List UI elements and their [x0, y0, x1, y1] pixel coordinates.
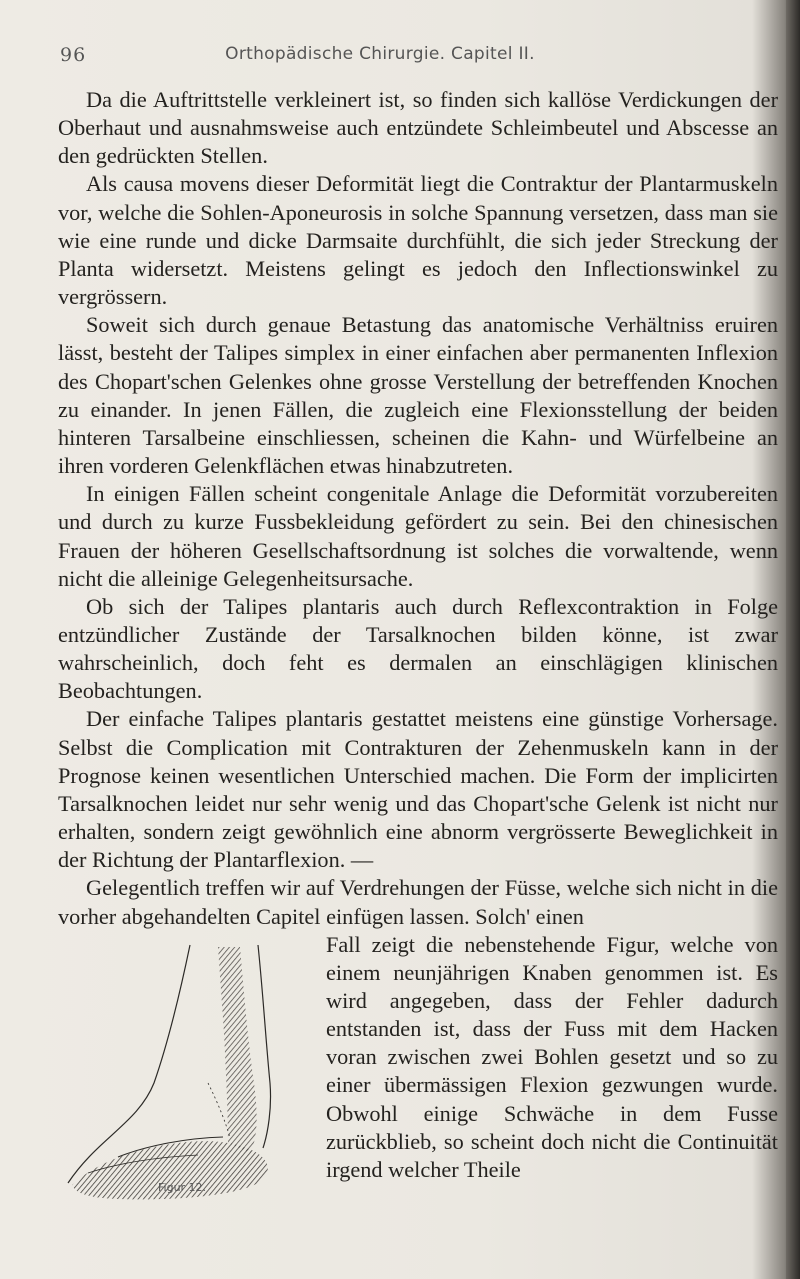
- paragraph-1: Da die Auftrittstelle verkleinert ist, so finden sich kallöse Verdickungen der Oberhaut und ausnahmsweise auch entzündete Schleimbeutel und Abscesse an den gedrückten Stellen.: [58, 87, 778, 169]
- paragraph-2: Als causa movens dieser Deformität liegt die Contraktur der Plantarmuskeln vor, welche die Sohlen-Aponeurosis in solche Spannung versetzen, dass man sie wie eine runde und dicke Darmsaite durchfühlt, die sich jeder Streckung der Planta widersetzt. Meistens gelingt es jedoch den Inflectionswinkel zu vergrössern.: [58, 171, 778, 310]
- foot-deformity-illustration-icon: [58, 933, 318, 1218]
- page-number: 96: [60, 44, 87, 66]
- figure-12: [58, 933, 318, 1218]
- page-edge-shadow: [786, 0, 800, 1279]
- running-head: Orthopädische Chirurgie. Capitel II.: [225, 44, 535, 64]
- figure-caption: Figur 12.: [158, 1180, 207, 1194]
- paragraph-4: In einigen Fällen scheint congenitale Anlage die Deformität vorzubereiten und durch zu kurze Fussbekleidung gefördert zu sein. Bei den chinesischen Frauen der höheren Gesellschaftsordnung ist solches die vorwaltende, wenn nicht die alleinige Gelegenheitsursache.: [58, 481, 778, 591]
- paragraph-6: Der einfache Talipes plantaris gestattet meistens eine günstige Vorhersage. Selbst die Complication mit Contrakturen der Zehenmuskeln kann in der Prognose keinen wesentlichen Unterschied machen. Die Form der implicirten Tarsalknochen leidet nur sehr wenig und das Chopart'sche Gelenk ist nicht nur erhalten, sondern zeigt gewöhnlich eine abnorm vergrösserte Beweglichkeit in der Richtung der Plantarflexion. —: [58, 706, 778, 873]
- paragraph-7: Gelegentlich treffen wir auf Verdrehungen der Füsse, welche sich nicht in die vorher abgehandelten Capitel einfügen lassen. Solch' einen: [58, 875, 778, 929]
- paragraph-5: Ob sich der Talipes plantaris auch durch Reflexcontraktion in Folge entzündlicher Zustände der Tarsalknochen bilden könne, ist zwar wahrscheinlich, doch feht es dermalen an einschlägigen klinischen Beobachtungen.: [58, 593, 778, 704]
- body-text: [58, 86, 778, 1218]
- paragraph-8-wrapped: Fall zeigt die nebenstehende Figur, welche von einem neunjährigen Knaben genommen ist. Es wird angegeben, dass der Fehler dadurch entstanden ist, dass der Fuss mit dem Hacken voran zwischen zwei Bohlen gesetzt und so zu einer übermässigen Flexion gezwungen wurde. Obwohl einige Schwäche in dem Fusse zurückblieb, so scheint doch nicht die Continuität irgend welcher Theile: [326, 931, 778, 1182]
- paragraph-3: Soweit sich durch genaue Betastung das anatomische Verhältniss eruiren lässt, besteht der Talipes simplex in einer einfachen aber permanenten Inflexion des Chopart'schen Gelenkes ohne grosse Verstellung der betreffenden Knochen zu einander. In jenen Fällen, die zugleich eine Flexionsstellung der beiden hinteren Tarsalbeine einschliessen, scheinen die Kahn- und Würfelbeine an ihren vorderen Gelenkflächen etwas hinabzutreten.: [58, 312, 778, 479]
- page-header: [60, 44, 750, 74]
